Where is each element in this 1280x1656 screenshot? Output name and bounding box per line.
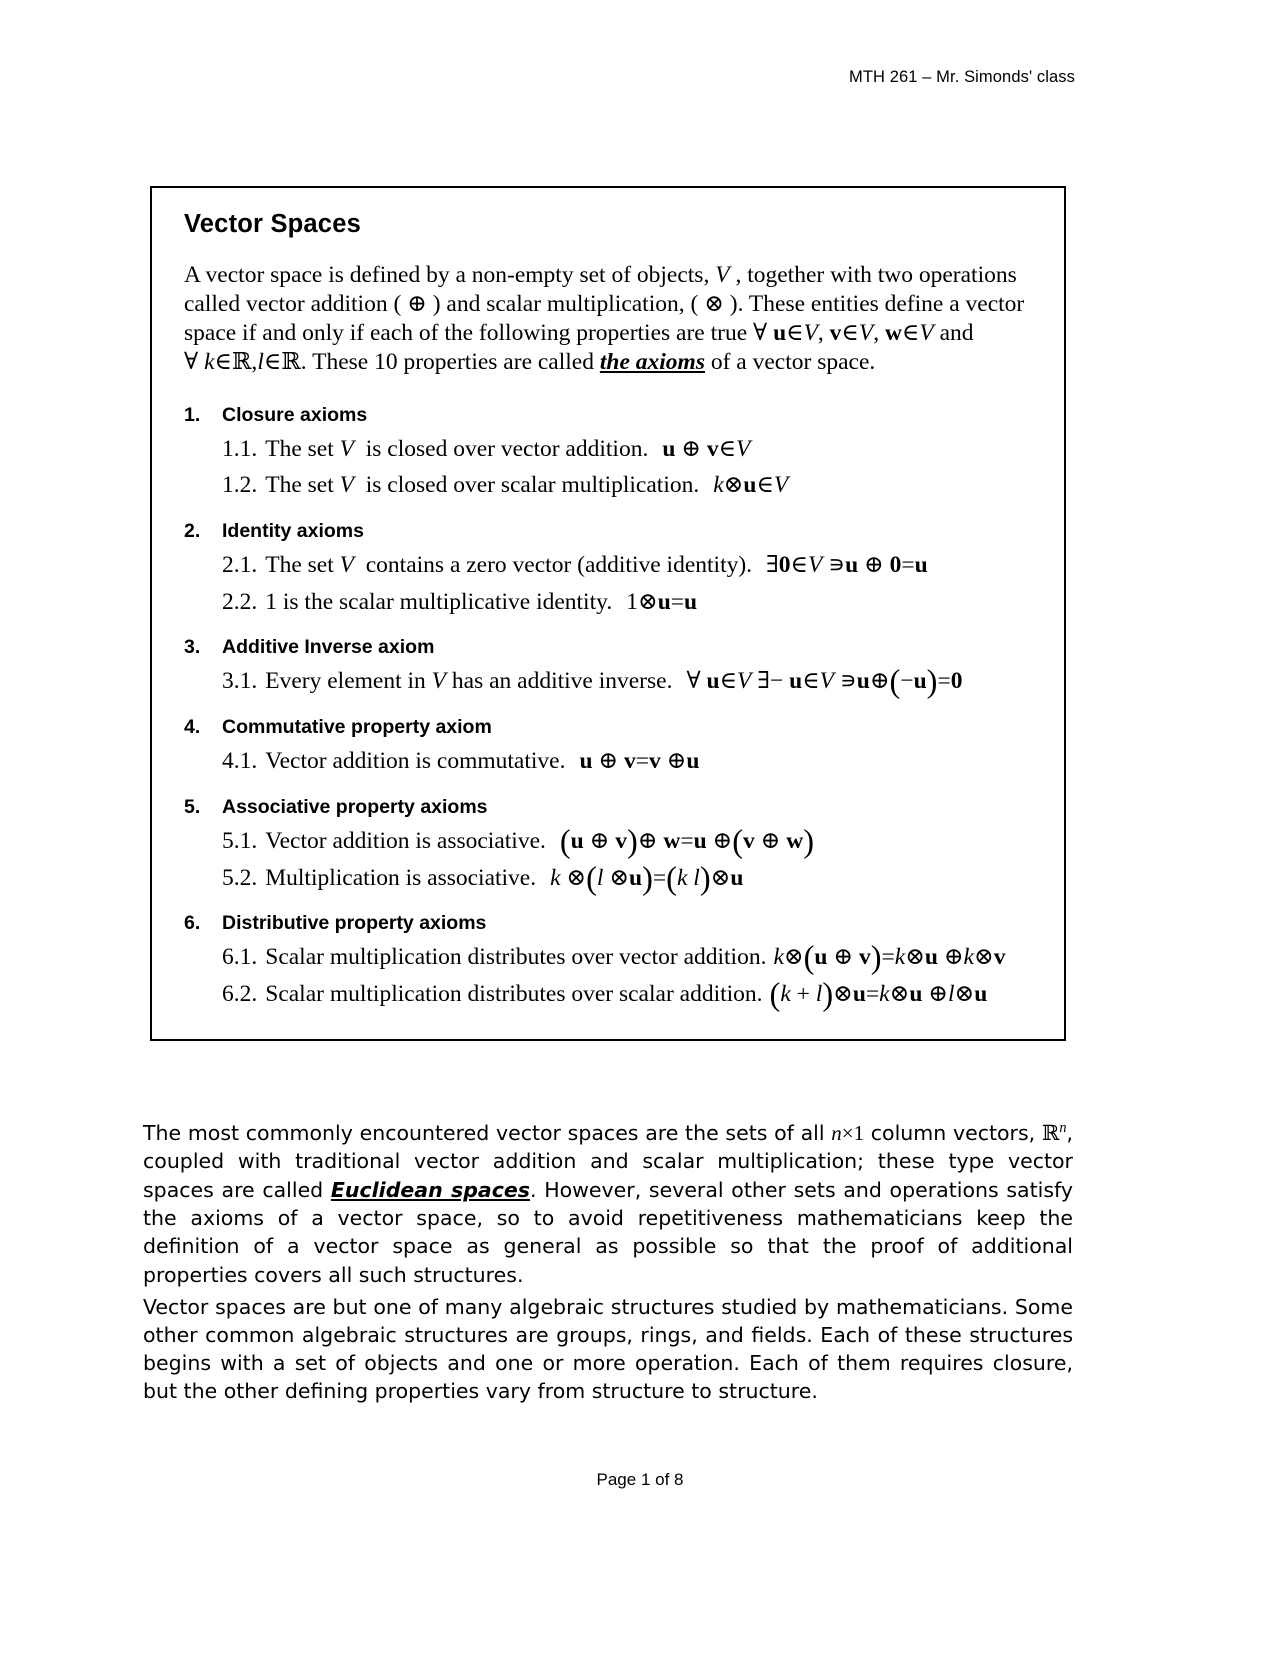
prose-1-part-d: . However, several other sets and operations satisfy the axioms of a vector space, so to avoid repetitiveness mathematicians keep the definition of a vector space as general as possible so that the proof of additional properties covers all such structures. [143, 1177, 1073, 1287]
axiom-item-1-1 [222, 436, 1038, 464]
axiom-item-1-2-number: 1.2. [222, 472, 258, 499]
vector-spaces-definition-box [150, 186, 1066, 1041]
axiom-group-1-label: Closure axioms [222, 403, 368, 426]
prose-paragraph-2: Vector spaces are but one of many algebraic structures studied by mathematicians. Some other common algebraic structures are groups, rings, and fields. Each of these structures begins with a set of objects and one or more operation. Each of them requires closure, but the other defining properties vary from structure to structure. [143, 1294, 1073, 1404]
axiom-group-1-heading [184, 404, 1038, 427]
axiom-group-2-label: Identity axioms [222, 519, 364, 542]
axiom-item-4-1-number: 4.1. [222, 748, 258, 775]
axiom-item-5-2 [222, 860, 1038, 897]
axiom-item-1-1-number: 1.1. [222, 435, 258, 462]
prose-1-part-c: , coupled with traditional vector addition and scalar multiplication; these type vector spaces are called [143, 1120, 1073, 1202]
axiom-item-5-2-text: Multiplication is associative. k ⊗(l ⊗u)=(k l)⊗u [265, 860, 744, 897]
intro-quantifier-vectors: ∀ u∈V, v∈V, w∈V [753, 320, 934, 347]
axiom-group-1-number: 1. [184, 403, 201, 426]
axiom-group-3-heading [184, 636, 1038, 659]
axiom-item-2-1 [222, 552, 1038, 580]
intro-part-1: A vector space is defined by a non-empty set of objects, [184, 262, 716, 288]
intro-emphasis-the-axioms: the axioms [599, 349, 705, 376]
axiom-item-6-2-text: Scalar multiplication distributes over scalar addition. (k + l)⊗u=k⊗u ⊕l⊗u [265, 976, 988, 1013]
axiom-item-1-2 [222, 472, 1038, 500]
prose-1-part-b: column vectors, [864, 1120, 1042, 1145]
intro-part-3: and [933, 320, 974, 347]
axiom-group-6-number: 6. [184, 912, 201, 935]
axiom-item-1-1-text: The set V is closed over vector addition. u ⊕ v∈V [265, 435, 751, 462]
axiom-group-1 [170, 404, 1038, 500]
axiom-item-3-1-text: Every element in V has an additive inverse. ∀ u∈V ∃− u∈V ∍u⊕(−u)=0 [265, 664, 963, 701]
intro-quantifier-scalars: ∀ k∈ℝ,l∈ℝ [184, 349, 301, 376]
prose-paragraph-1 [143, 1119, 1073, 1289]
prose-1-math-rn: ℝ$^n$ [1041, 1119, 1067, 1145]
axiom-group-5 [170, 795, 1038, 897]
box-title: Vector Spaces [184, 210, 361, 238]
intro-part-4: . These 10 properties are called [300, 349, 600, 376]
axiom-group-2-heading [184, 520, 1038, 543]
axiom-item-1-2-text: The set V is closed over scalar multiplication. k⊗u∈V [265, 472, 789, 499]
axiom-item-2-1-number: 2.1. [222, 551, 258, 578]
axiom-item-6-2-number: 6.2. [222, 980, 258, 1007]
intro-part-2: , together with two operations called vector addition ( ⊕ ) and scalar multiplication, ( ⊗ ). These entities define a vector space if and only if each of the following properties are true [184, 262, 1025, 347]
intro-paragraph [184, 261, 1038, 378]
intro-part-5: of a vector space. [704, 349, 876, 376]
axiom-item-6-2 [222, 976, 1038, 1013]
axiom-item-3-1 [222, 664, 1038, 701]
axiom-item-5-2-number: 5.2. [222, 864, 258, 891]
axiom-group-5-number: 5. [184, 795, 201, 818]
axiom-group-6-heading [184, 912, 1038, 935]
intro-var-v: V [715, 262, 730, 288]
axiom-group-3-label: Additive Inverse axiom [222, 636, 435, 659]
axiom-group-3 [170, 636, 1038, 701]
axiom-item-2-2-text: 1 is the scalar multiplicative identity. 1⊗u=u [265, 588, 698, 615]
axiom-group-3-number: 3. [184, 636, 201, 659]
axiom-item-2-2 [222, 589, 1038, 617]
axiom-item-5-1-number: 5.1. [222, 827, 258, 854]
axiom-item-3-1-number: 3.1. [222, 668, 258, 695]
axiom-group-4-heading [184, 716, 1038, 739]
axiom-group-5-heading [184, 796, 1038, 819]
axiom-item-4-1 [222, 748, 1038, 776]
axiom-group-4-number: 4. [184, 716, 201, 739]
axiom-group-6 [170, 912, 1038, 1013]
axiom-group-2-number: 2. [184, 519, 201, 542]
axiom-item-6-1 [222, 940, 1038, 977]
prose-1-emphasis-euclidean-spaces: Euclidean spaces [330, 1177, 530, 1202]
axiom-group-5-label: Associative property axioms [222, 795, 488, 818]
page-footer: Page 1 of 8 [596, 1470, 684, 1489]
axiom-item-6-1-number: 6.1. [222, 944, 258, 971]
axiom-item-4-1-text: Vector addition is commutative. u ⊕ v=v ⊕u [265, 748, 700, 775]
axiom-group-6-label: Distributive property axioms [222, 912, 487, 935]
prose-1-math-nx1: n×1 [831, 1120, 865, 1145]
axiom-group-4 [170, 716, 1038, 776]
axiom-item-6-1-text: Scalar multiplication distributes over vector addition. k⊗(u ⊕ v)=k⊗u ⊕k⊗v [265, 940, 1006, 977]
page-header: MTH 261 – Mr. Simonds' class [848, 68, 1075, 86]
axiom-group-4-label: Commutative property axiom [222, 716, 492, 739]
axiom-group-2 [170, 520, 1038, 616]
axiom-item-5-1-text: Vector addition is associative. (u ⊕ v)⊕ w=u ⊕(v ⊕ w) [265, 823, 815, 860]
axiom-item-2-2-number: 2.2. [222, 588, 258, 615]
axiom-item-2-1-text: The set V contains a zero vector (additive identity). ∃0∈V ∍u ⊕ 0=u [265, 551, 928, 578]
prose-1-part-a: The most commonly encountered vector spaces are the sets of all [143, 1120, 832, 1145]
axiom-item-5-1 [222, 823, 1038, 860]
